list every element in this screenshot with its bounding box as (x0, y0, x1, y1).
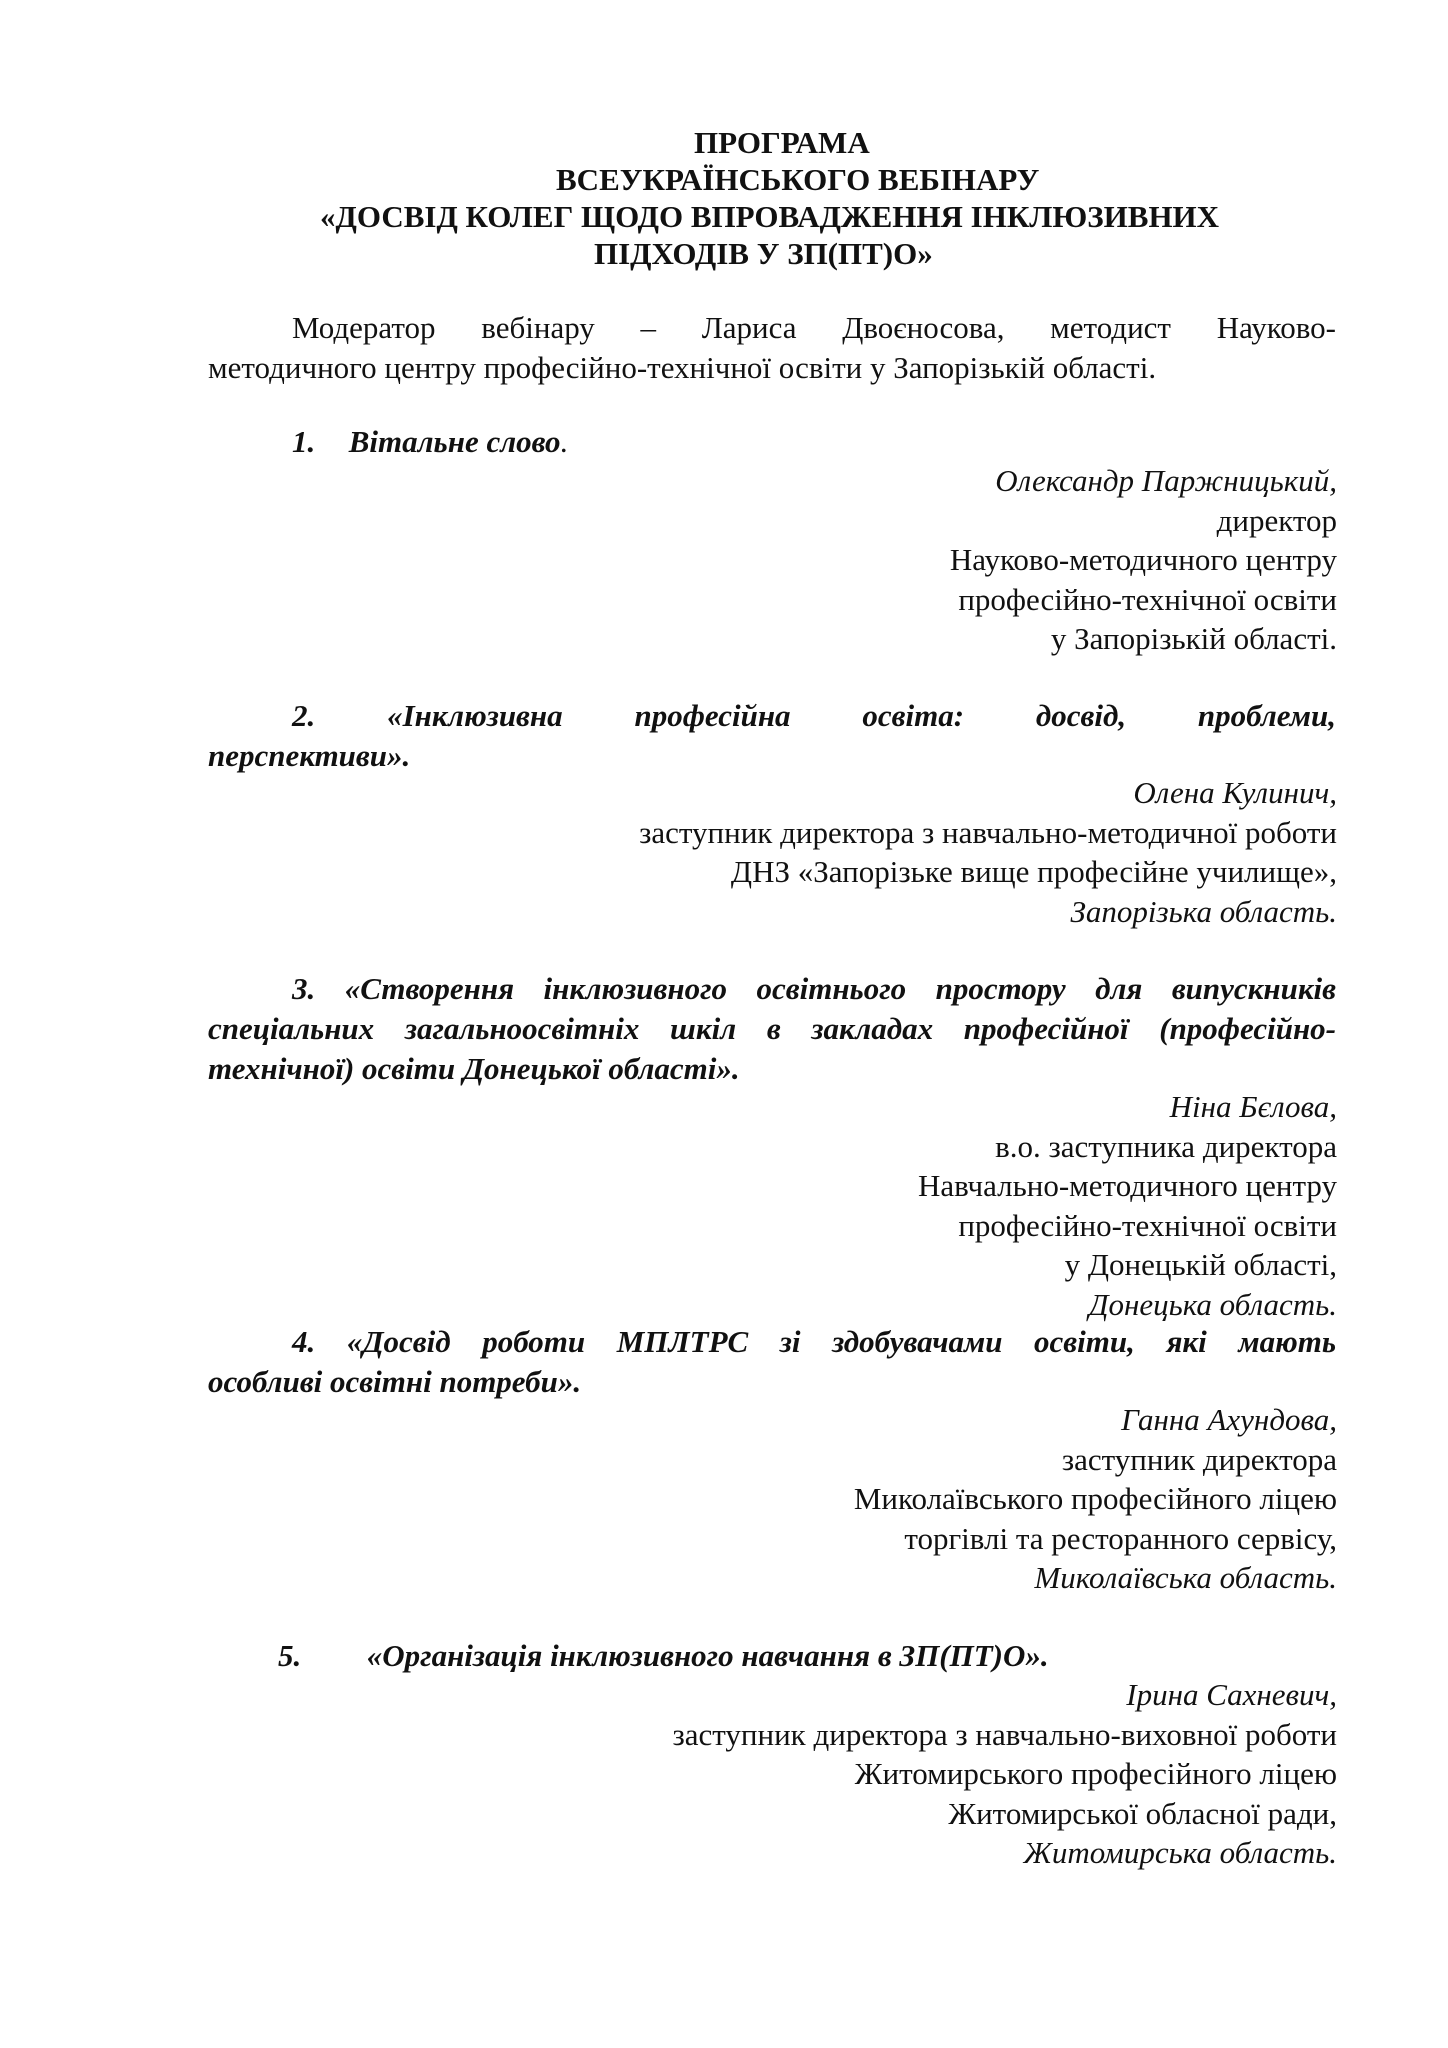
item-5-number: 5. (278, 1638, 302, 1673)
speaker-3-line-4: у Донецькій області, (1064, 1247, 1337, 1282)
moderator-paragraph (208, 308, 1336, 388)
speaker-1-line-3: професійно-технічної освіти (958, 581, 1337, 617)
speaker-block-5 (673, 1675, 1338, 1873)
moderator-line-1: Модератор вебінару – Лариса Двоєносова, методист Науково- (292, 310, 1336, 345)
item-5-title: «Організація інклюзивного навчання в ЗП(ПТ)О». (366, 1638, 1049, 1673)
moderator-line-2: методичного центру професійно-технічної освіти у Запорізькій області. (208, 350, 1157, 385)
item-2-title-line-1: «Інклюзивна професійна освіта: досвід, проблеми, (387, 698, 1336, 733)
speaker-2-name: Олена Кулинич, (1133, 775, 1337, 810)
speaker-3-line-2: Навчально-методичного центру (917, 1168, 1337, 1203)
item-3-number: 3. (292, 971, 316, 1006)
title-line-4: ПІДХОДІВ У ЗП(ПТ)О» (594, 236, 933, 271)
item-4-number: 4. (292, 1324, 316, 1359)
speaker-block-2 (639, 773, 1337, 931)
speaker-3-region: Донецька область. (1088, 1286, 1337, 1322)
speaker-3-name: Ніна Бєлова, (1169, 1089, 1337, 1124)
speaker-3-line-3: професійно-технічної освіти (958, 1207, 1337, 1243)
speaker-5-region: Житомирська область. (1023, 1835, 1337, 1870)
speaker-2-region: Запорізька область. (1070, 893, 1337, 929)
speaker-5-name: Ірина Сахневич, (1126, 1677, 1337, 1712)
program-item-5 (208, 1636, 1336, 1676)
speaker-5-line-3: Житомирської обласної ради, (948, 1795, 1337, 1831)
item-3-title-line-3: технічної) освіти Донецької області». (208, 1051, 740, 1086)
item-1-title: Вітальне слово (348, 424, 561, 459)
speaker-1-name: Олександр Паржницький, (995, 463, 1337, 498)
item-1-title-suffix: . (560, 424, 569, 459)
speaker-4-line-2: Миколаївського професійного ліцею (853, 1481, 1337, 1516)
speaker-1-line-4: у Запорізькій області. (1050, 621, 1337, 656)
title-line-1: ПРОГРАМА (694, 125, 870, 160)
speaker-block-3 (918, 1087, 1337, 1324)
speaker-4-region: Миколаївська область. (1034, 1560, 1337, 1595)
speaker-2-line-2: ДНЗ «Запорізьке вище професійне училище», (730, 854, 1337, 889)
item-3-title-line-2: спеціальних загальноосвітніх шкіл в закладах професійної (професійно- (208, 1011, 1336, 1046)
item-4-title-line-2: особливі освітні потреби». (208, 1364, 582, 1399)
speaker-1-line-2: Науково-методичного центру (949, 542, 1337, 577)
item-1-number: 1. (292, 424, 316, 459)
speaker-4-name: Ганна Ахундова, (1121, 1402, 1337, 1437)
title-line-2: ВСЕУКРАЇНСЬКОГО ВЕБІНАРУ (556, 162, 1040, 197)
speaker-5-line-2: Житомирського професійного ліцею (854, 1756, 1337, 1791)
speaker-3-line-1: в.о. заступника директора (995, 1128, 1337, 1164)
speaker-5-line-1: заступник директора з навчально-виховної роботи (672, 1716, 1337, 1752)
speaker-4-line-1: заступник директора (1061, 1441, 1337, 1477)
speaker-4-line-3: торгівлі та ресторанного сервісу, (904, 1520, 1337, 1556)
program-item-2 (208, 696, 1336, 776)
program-item-1 (208, 422, 1336, 462)
program-item-4 (208, 1322, 1336, 1402)
speaker-block-1 (950, 461, 1337, 659)
speaker-block-4 (854, 1400, 1337, 1598)
speaker-2-line-1: заступник директора з навчально-методичної роботи (639, 814, 1337, 850)
title-line-3: «ДОСВІД КОЛЕГ ЩОДО ВПРОВАДЖЕННЯ ІНКЛЮЗИВНИХ (320, 199, 1220, 234)
program-item-3 (208, 969, 1336, 1089)
item-4-title-line-1: «Досвід роботи МПЛТРС зі здобувачами освіти, які мають (346, 1324, 1336, 1359)
item-3-title-line-1: «Створення інклюзивного освітнього простору для випускників (344, 971, 1337, 1006)
speaker-1-line-1: директор (1216, 502, 1337, 538)
item-2-number: 2. (292, 698, 316, 733)
item-2-title-line-2: перспективи». (208, 738, 411, 773)
